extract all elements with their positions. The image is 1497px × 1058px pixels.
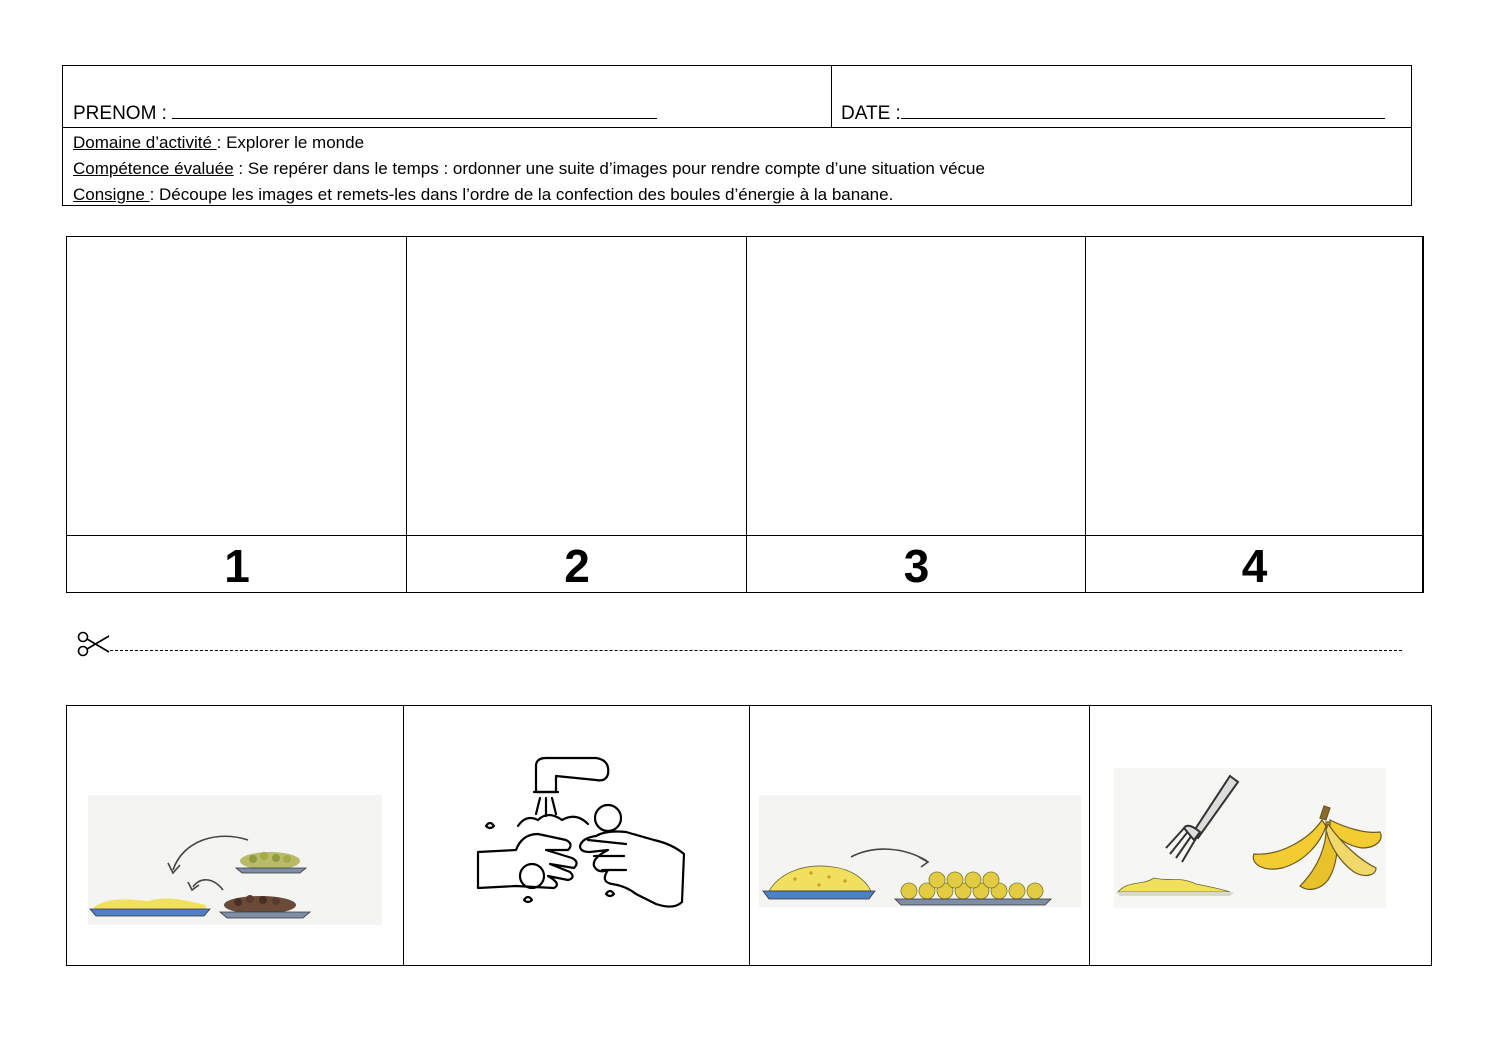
domaine-value: : Explorer le monde (216, 133, 365, 152)
picture-card-2[interactable] (404, 706, 750, 965)
cut-line (76, 628, 1406, 658)
date-field (841, 102, 1385, 125)
header-table (62, 65, 1412, 206)
sequence-grid (66, 236, 1424, 593)
consigne-value: : Découpe les images et remets-les dans l’ordre de la confection des boules d’énergie à la banane. (149, 185, 894, 204)
date-blank[interactable] (901, 102, 1385, 119)
slot-number-4: 4 (1241, 540, 1268, 592)
name-blank[interactable] (172, 102, 657, 119)
header-row (63, 66, 1411, 128)
competence-label: Compétence évaluée (73, 159, 234, 178)
picture-card-4[interactable] (1090, 706, 1431, 965)
activity-info (73, 130, 985, 208)
consigne-label: Consigne (73, 185, 150, 204)
picture-card-3[interactable] (750, 706, 1090, 965)
competence-value: : Se repérer dans le temps : ordonner une suite d’images pour rendre compte d’une situation vécue (233, 159, 985, 178)
pictures-row (66, 705, 1432, 966)
picture-card-1[interactable] (67, 706, 404, 965)
dashed-cut-line (110, 650, 1402, 651)
domaine-label: Domaine d’activité (73, 133, 217, 152)
prenom-label: PRENOM : (73, 103, 167, 124)
competence-line (73, 156, 985, 182)
domaine-line (73, 130, 985, 156)
name-field (73, 102, 657, 125)
date-label: DATE : (841, 103, 901, 124)
scissors-icon (76, 630, 110, 658)
slot-number-3: 3 (903, 540, 930, 592)
slot-number-1: 1 (224, 540, 250, 592)
consigne-line (73, 182, 985, 208)
name-cell (63, 66, 832, 127)
hand-washing-icon (476, 754, 686, 914)
date-cell (832, 66, 1411, 127)
shaping-balls-icon (759, 795, 1081, 907)
mashing-banana-icon (1114, 768, 1386, 908)
mixing-ingredients-icon (88, 795, 382, 925)
slot-number-2: 2 (564, 540, 590, 592)
